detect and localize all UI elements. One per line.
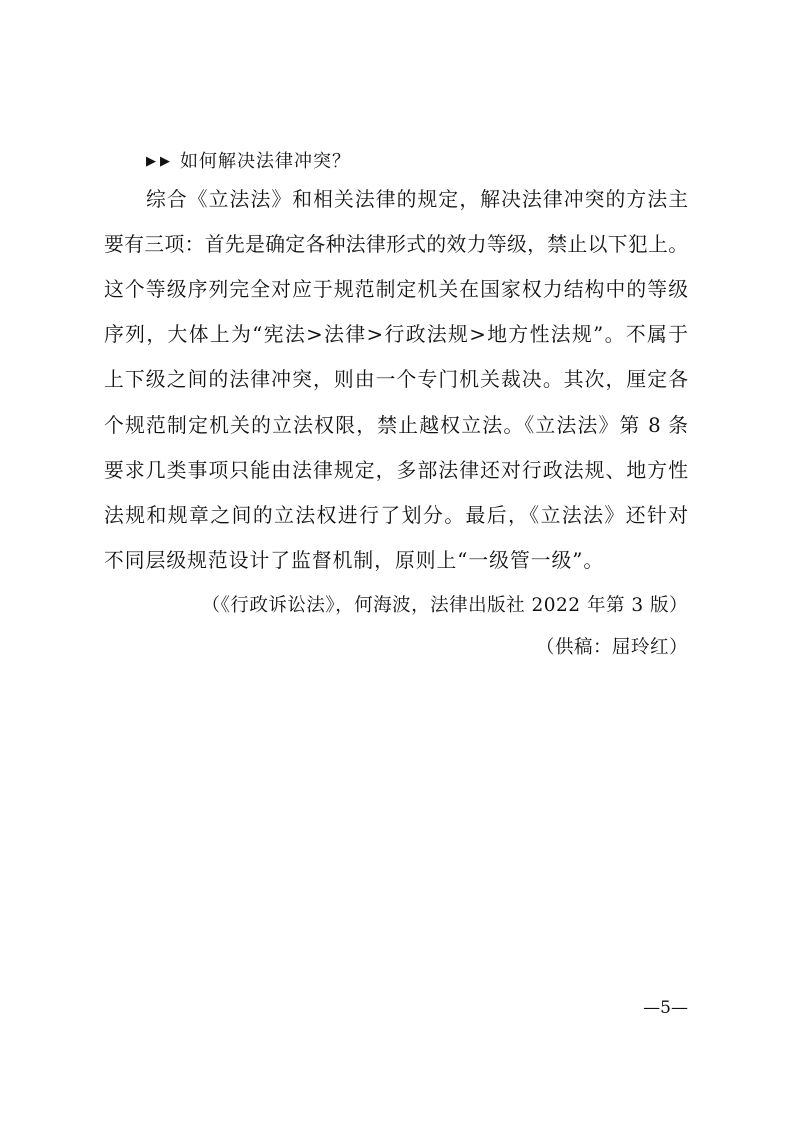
paragraph-line: 要求几类事项只能由法律规定，多部法律还对行政法规、地方性 xyxy=(104,459,688,482)
paragraph-line: 法规和规章之间的立法权进行了划分。最后，《立法法》还针对 xyxy=(104,504,688,527)
triangle-bullet-icon: ▶▶ xyxy=(146,154,174,169)
paragraph-line: 不同层级规范设计了监督机制，原则上“一级管一级”。 xyxy=(104,549,605,572)
paragraph-line: 上下级之间的法律冲突，则由一个专门机关裁决。其次，厘定各 xyxy=(104,368,688,391)
page-number: —5— xyxy=(643,998,688,1018)
paragraph-line: 这个等级序列完全对应于规范制定机关在国家权力结构中的等级 xyxy=(104,278,688,301)
paragraph-line: 序列，大体上为“宪法>法律>行政法规>地方性法规”。不属于 xyxy=(104,323,688,346)
section-heading xyxy=(146,150,351,174)
contributor-credit: （供稿：屈玲红） xyxy=(535,637,688,658)
paragraph-line: 综合《立法法》和相关法律的规定，解决法律冲突的方法主 xyxy=(146,188,688,211)
paragraph-line: 个规范制定机关的立法权限，禁止越权立法。《立法法》第 8 条 xyxy=(104,414,688,437)
source-citation: （《行政诉讼法》，何海波，法律出版社 2022 年第 3 版） xyxy=(201,595,688,616)
heading-text: 如何解决法律冲突？ xyxy=(180,151,351,172)
paragraph-line: 要有三项：首先是确定各种法律形式的效力等级，禁止以下犯上。 xyxy=(104,233,688,256)
